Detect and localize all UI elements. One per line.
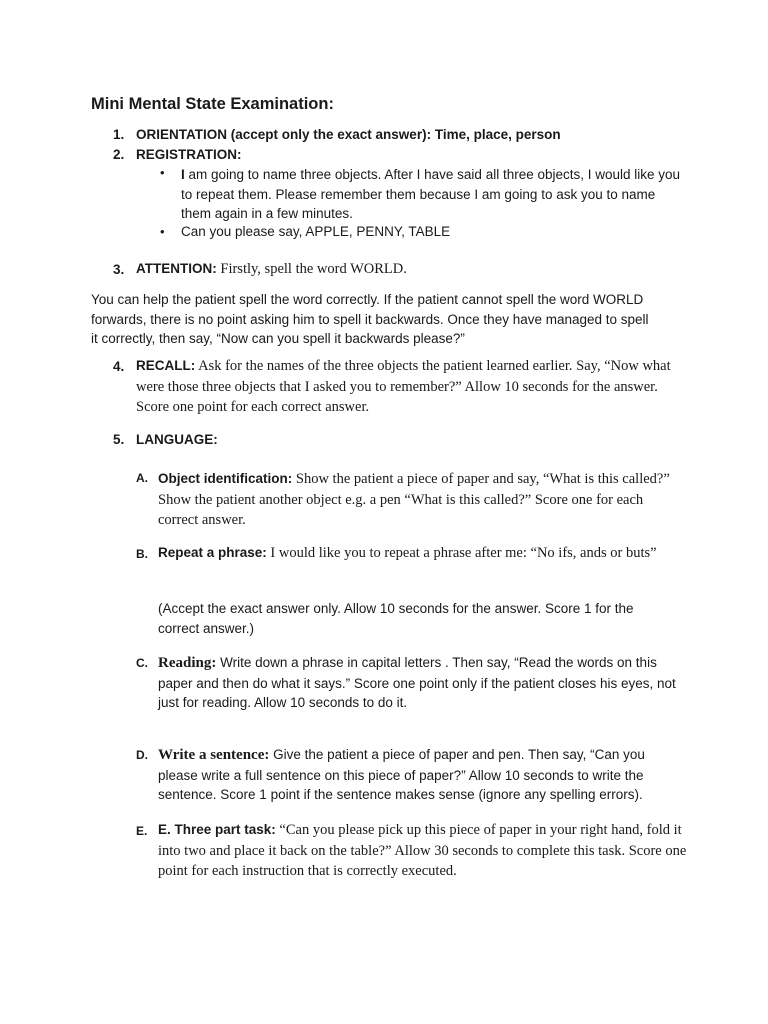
three-part-task-text: “Can you please pick up this piece of paper in your right hand, fold it into two and place it back on the table?” Allow 30 seconds to complete this task. Score one point for each instruction that is correctly executed. xyxy=(158,822,687,879)
attention-item xyxy=(136,260,407,278)
three-part-task-item xyxy=(158,820,688,882)
reading-item xyxy=(158,653,678,713)
attention-note: You can help the patient spell the word correctly. If the patient cannot spell the word WORLD forwards, there is no point asking him to spell it backwards. Once they have managed to spell it correctly, then say, “Now can you spell it backwards please?” xyxy=(91,292,649,346)
item-number: 3. xyxy=(113,262,125,277)
reading-label: Reading: xyxy=(158,655,217,671)
repeat-phrase-text: I would like you to repeat a phrase after me: “No ifs, ands or buts” xyxy=(266,545,657,561)
registration-bullet-2: Can you please say, APPLE, PENNY, TABLE xyxy=(181,224,451,239)
recall-label: RECALL: xyxy=(136,358,196,373)
registration-label: REGISTRATION: xyxy=(136,147,242,162)
orientation-text: Time, place, person xyxy=(431,127,561,142)
write-sentence-text: Give the patient a piece of paper and pen. Then say, “Can you please write a full sentence on this piece of paper?” Allow 10 seconds to write the sentence. Score 1 point if the sentence makes sense (ignore any spelling errors). xyxy=(158,747,645,802)
recall-item xyxy=(136,356,676,418)
repeat-phrase-note: (Accept the exact answer only. Allow 10 seconds for the answer. Score 1 for the correct answer.) xyxy=(158,601,634,636)
object-identification-item xyxy=(158,469,678,531)
item-number: 1. xyxy=(113,127,125,142)
item-letter: D. xyxy=(136,748,148,762)
item-letter: B. xyxy=(136,547,148,561)
registration-lead: I xyxy=(181,167,185,182)
item-letter: C. xyxy=(136,656,148,670)
page-title: Mini Mental State Examination: xyxy=(91,95,334,113)
write-sentence-label: Write a sentence: xyxy=(158,747,270,763)
object-identification-label: Object identification: xyxy=(158,471,293,486)
registration-bullet-1-text: am going to name three objects. After I have said all three objects, I would like you to repeat them. Please remember them because I am going to ask you to name them again in a few minutes. xyxy=(181,167,681,221)
recall-text: Ask for the names of the three objects the patient learned earlier. Say, “Now what were those three objects that I asked you to remember?” Allow 10 seconds for the answer. Score one point for each correct answer. xyxy=(136,358,671,415)
attention-label: ATTENTION: xyxy=(136,261,217,276)
item-letter: E. xyxy=(136,824,148,838)
attention-text: Firstly, spell the word WORLD. xyxy=(216,261,407,277)
object-identification-text: Show the patient a piece of paper and say, “What is this called?” Show the patient another object e.g. a pen “What is this called?” Score one for each correct answer. xyxy=(158,471,670,528)
registration-bullet-1 xyxy=(181,165,681,224)
item-number: 5. xyxy=(113,432,125,447)
item-letter: A. xyxy=(136,471,148,485)
item-number: 2. xyxy=(113,147,125,162)
bullet-icon: • xyxy=(160,165,165,180)
reading-text: Write down a phrase in capital letters . Then say, “Read the words on this paper and then do what it says.” Score one point only if the patient closes his eyes, not just for reading. Allow 10 seconds to do it. xyxy=(158,655,676,710)
write-sentence-item xyxy=(158,745,658,805)
bullet-icon: • xyxy=(160,224,165,239)
orientation-item xyxy=(136,127,561,142)
three-part-task-label: E. Three part task: xyxy=(158,822,276,837)
orientation-label: ORIENTATION (accept only the exact answer): xyxy=(136,127,432,142)
item-number: 4. xyxy=(113,359,125,374)
repeat-phrase-label: Repeat a phrase: xyxy=(158,545,267,560)
language-label: LANGUAGE: xyxy=(136,432,218,447)
repeat-phrase-item xyxy=(158,544,657,562)
